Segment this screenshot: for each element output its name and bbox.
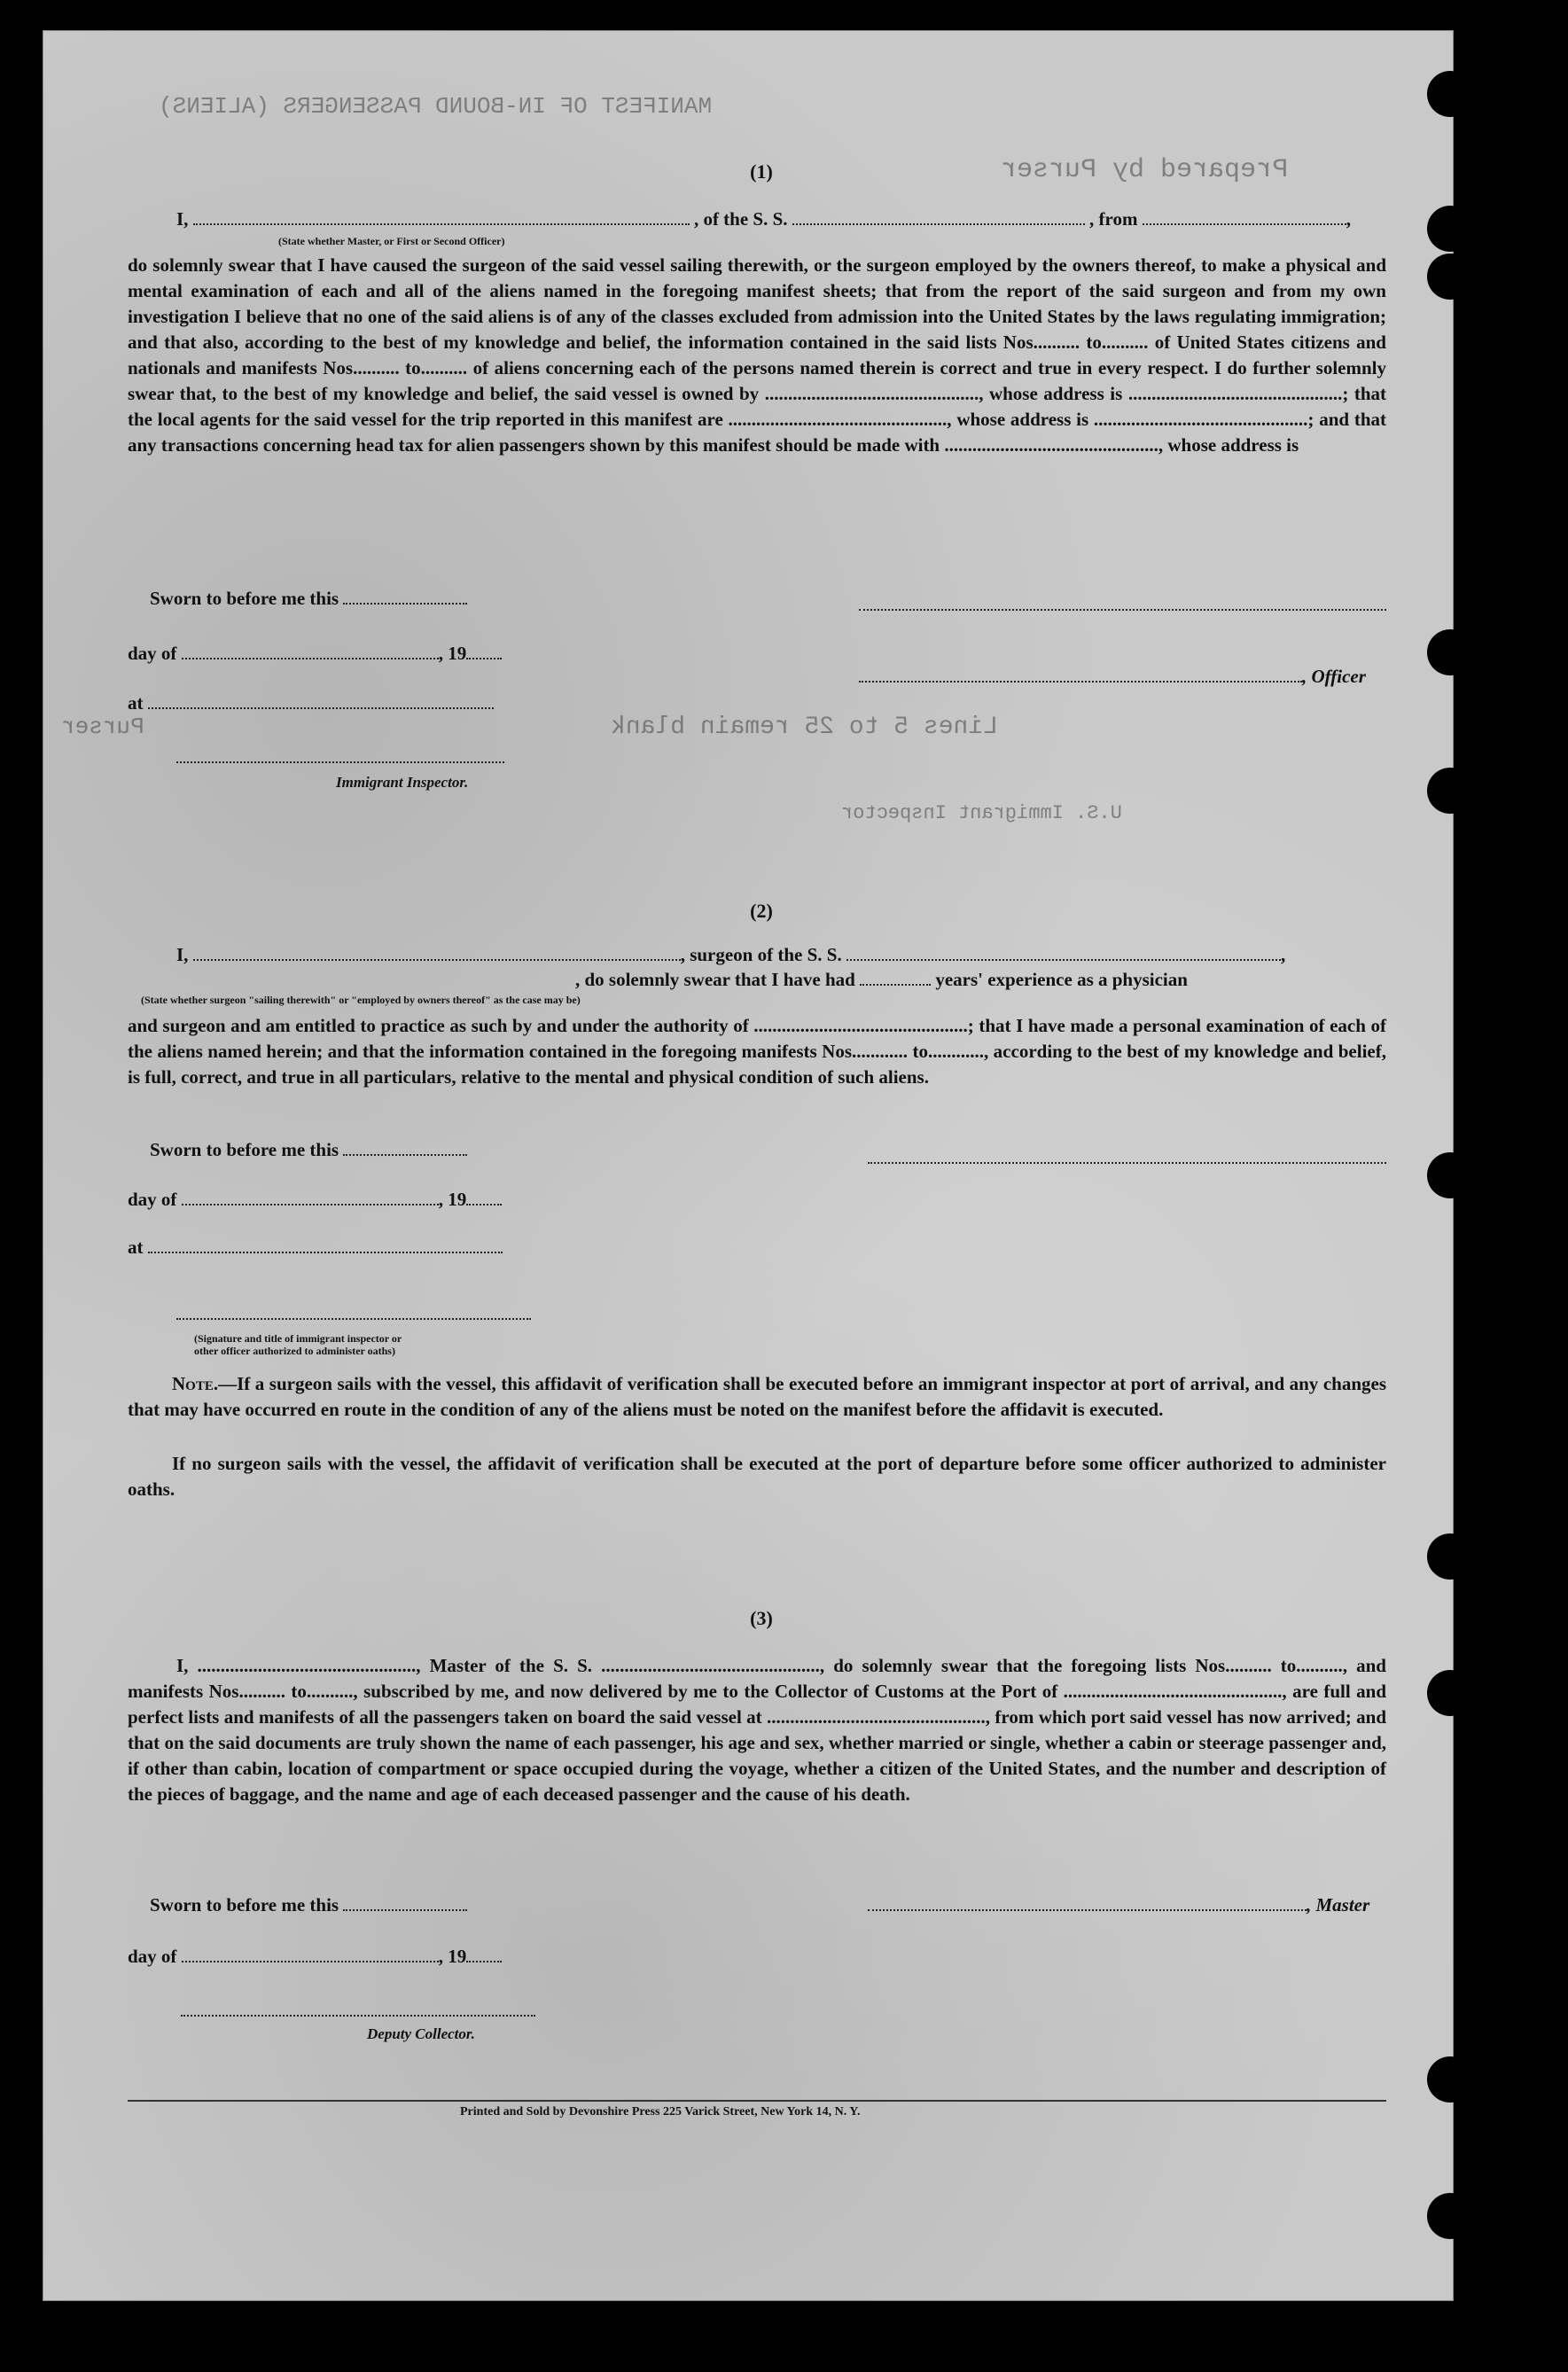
section-2-first-line: I, , surgeon of the S. S. , — [176, 944, 1286, 965]
section-3-master-line: , Master — [868, 1894, 1369, 1916]
section-2-inspector-line — [176, 1318, 531, 1320]
punch-hole — [1427, 1670, 1473, 1716]
section-2-number: (2) — [750, 900, 773, 922]
section-2-surgeon-signature-line — [868, 1162, 1386, 1164]
section-2-oath-body: and surgeon and am entitled to practice as such by and under the authority of ..............................................; that I have made a personal examination of each of the aliens named herein; and that the information contained in the foregoing manifests Nos............ to............, according to the best of my knowledge and belief, is full, correct, and true in all particulars, relative to the mental and physical condition of such aliens. — [128, 1015, 1386, 1088]
officer-note: (State whether Master, or First or Second Officer) — [278, 235, 505, 247]
section-1-inspector-line — [176, 761, 504, 763]
section-3-number: (3) — [750, 1607, 773, 1629]
section-2-at: at — [128, 1237, 503, 1259]
section-1-number: (1) — [750, 160, 773, 183]
section-1-of-ss: , of the S. S. — [693, 208, 788, 230]
section-3-oath-body: I, ..............................................., Master of the S. S. ..............................................., do solemnly swear that the foregoing lists Nos.......... to.........., and manifests Nos.......... to.........., subscribed by me, and now delivered by me to the Collector of Customs at the Port of ..............................................., are full and perfect lists and manifests of all the passengers taken on board the said vessel at ..............................................., from which port said vessel has now arrived; and that on the said documents are truly shown the name of each passenger, his age and sex, whether married or single, whether a cabin or steerage passenger and, if other than cabin, location of compartment or space occupied during the voyage, whether a citizen of the United States, and the number and description of the pieces of baggage, and the name and age of each deceased passenger and the cause of his death. — [128, 1655, 1386, 1805]
punch-hole — [1427, 206, 1473, 252]
deputy-collector-label: Deputy Collector. — [367, 2025, 475, 2042]
note-label: Note. — [172, 1373, 219, 1394]
punch-hole — [1427, 1533, 1473, 1580]
section-3-day-of: day of , 19 — [128, 1946, 502, 1968]
bleed-through-text-3: Purser — [61, 714, 144, 740]
section-2-note-2: If no surgeon sails with the vessel, the affidavit of verification shall be executed at the port of departure before some officer authorized to administer oaths. — [128, 1453, 1386, 1500]
section-2-note — [128, 1371, 1386, 1423]
section-1-sworn: Sworn to before me this — [150, 588, 467, 610]
punch-hole — [1427, 768, 1473, 814]
section-1-officer-signature-line — [859, 609, 1386, 611]
section-3-collector-line — [181, 2015, 535, 2017]
section-1-from: , from — [1089, 208, 1138, 230]
surgeon-note: (State whether surgeon "sailing therewith" or "employed by owners thereof" as the case may be) — [141, 994, 581, 1006]
punch-hole — [1427, 254, 1473, 300]
section-2-sworn: Sworn to before me this — [150, 1139, 467, 1161]
section-1-day-of: day of , 19 — [128, 643, 502, 665]
signature-note-2: other officer authorized to administer oaths) — [194, 1345, 395, 1357]
section-1-i: I, — [176, 208, 189, 230]
punch-hole — [1427, 1152, 1473, 1198]
bleed-through-text-4: U.S. Immigrant Inspector — [841, 802, 1122, 824]
section-1-oath-body: do solemnly swear that I have caused the surgeon of the said vessel sailing therewith, or the surgeon employed by the owners thereof, to make a physical and mental examination of each and all of the aliens named in the foregoing manifest sheets; that from the report of the said surgeon and from my own investigation I believe that no one of the said aliens is of any of the classes excluded from admission into the United States by the laws regulating immigration; and that also, according to the best of my knowledge and belief, the information contained in the said lists Nos.......... to.......... of United States citizens and nationals and manifests Nos.......... to.......... of aliens concerning each of the persons named therein is correct and true in every respect. I do further solemnly swear that, to the best of my knowledge and belief, the said vessel is owned by .............................................., whose address is ..............................................; that the local agents for the said vessel for the trip reported in this manifest are ..............................................., whose address is ..............................................; and that any transactions concerning head tax for alien passengers shown by this manifest should be made with .............................................., whose address is — [128, 254, 1386, 456]
section-1-first-line: I, , of the S. S. , from , — [176, 208, 1351, 230]
bleed-through-header: MANIFEST OF IN-BOUND PASSENGERS (ALIENS) — [159, 93, 713, 120]
bleed-through-text: Prepared by Purser — [1001, 155, 1289, 185]
section-2-day-of: day of , 19 — [128, 1189, 502, 1211]
punch-hole — [1427, 2193, 1473, 2239]
bleed-through-text-2: Lines 5 to 25 remain blank — [611, 714, 998, 741]
section-3-sworn: Sworn to before me this — [150, 1894, 467, 1916]
footer-rule — [128, 2100, 1386, 2102]
manifest-page — [43, 30, 1454, 2301]
signature-note-1: (Signature and title of immigrant inspector or — [194, 1332, 402, 1345]
punch-hole — [1427, 2056, 1473, 2103]
immigrant-inspector-label: Immigrant Inspector. — [336, 774, 469, 791]
section-2-second-line: , do solemnly swear that I have had years' experience as a physician — [575, 969, 1188, 990]
note-text: —If a surgeon sails with the vessel, this affidavit of verification shall be executed before an immigrant inspector at port of arrival, and any changes that may have occurred en route in the condition of any of the aliens must be noted on the manifest before the affidavit is executed. — [128, 1373, 1386, 1420]
punch-hole — [1427, 71, 1473, 117]
section-1-at: at — [128, 692, 494, 714]
printer-imprint: Printed and Sold by Devonshire Press 225 Varick Street, New York 14, N. Y. — [460, 2105, 861, 2118]
section-1-officer-line: , Officer — [859, 666, 1366, 688]
punch-hole — [1427, 629, 1473, 675]
